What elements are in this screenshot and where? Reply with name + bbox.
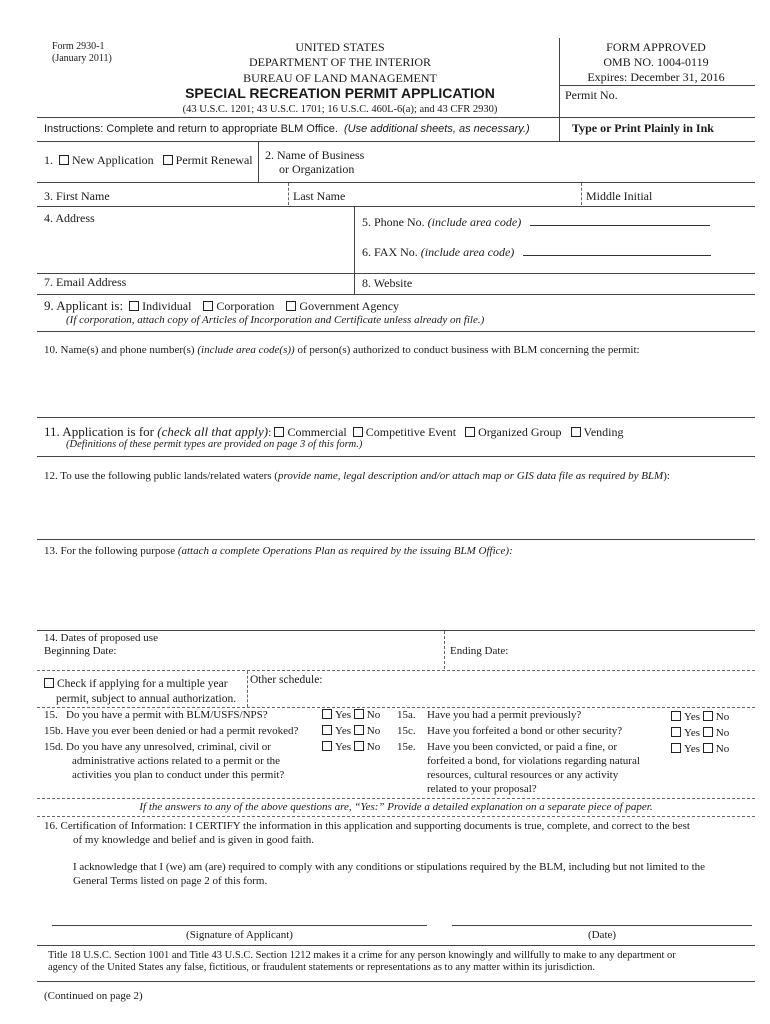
corporation-checkbox[interactable] — [203, 301, 213, 311]
q15d-number: 15d. — [44, 741, 64, 753]
q15b-yes-checkbox[interactable] — [322, 725, 332, 735]
dates-label: 14. Dates of proposed use — [44, 632, 158, 644]
q15-yes-no — [322, 709, 380, 721]
yes-label: Yes — [335, 709, 352, 721]
q15d-label-3: activities you plan to conduct under this permit? — [72, 769, 285, 781]
form-title: SPECIAL RECREATION PERMIT APPLICATION — [185, 85, 495, 101]
q15c-text: Have you forfeited a bond or other security? — [427, 725, 623, 737]
q15d-yes-no — [322, 741, 380, 753]
public-lands-input[interactable] — [44, 486, 752, 536]
government-checkbox[interactable] — [286, 301, 296, 311]
permit-renewal-checkbox[interactable] — [163, 155, 173, 165]
acknowledgement-line-1: I acknowledge that I (we) am (are) required to comply with any conditions or stipulations required by the BLM, including but not limited to the — [73, 861, 706, 873]
q13-label — [44, 545, 513, 557]
q15-text: Do you have a permit with BLM/USFS/NPS? — [66, 709, 268, 721]
yes-label: Yes — [684, 727, 701, 739]
expiration-date: Expires: December 31, 2016 — [587, 70, 725, 84]
q15a-number: 15a. — [397, 709, 416, 721]
q9-note: (If corporation, attach copy of Articles of Incorporation and Certificate unless already on file.) — [66, 314, 485, 326]
rule-below-explain — [37, 816, 755, 817]
permit-no-rule — [559, 85, 755, 86]
rule-below-q3 — [37, 206, 755, 207]
q11-note: (check all that apply) — [157, 424, 269, 439]
permit-renewal-label: Permit Renewal — [175, 153, 253, 167]
purpose-input[interactable] — [44, 562, 752, 626]
no-label: No — [715, 711, 730, 723]
q15-yes-checkbox[interactable] — [322, 709, 332, 719]
q1-q2-divider — [258, 141, 259, 182]
q13-note: (attach a complete Operations Plan as required by the issuing BLM Office): — [177, 545, 513, 557]
q15c-label — [397, 725, 622, 737]
rule-below-q11 — [37, 456, 755, 457]
phone-note: (include area code) — [427, 215, 522, 229]
q10-note: (include area code(s)) — [197, 344, 295, 356]
applicant-type-label: 9. Applicant is: — [44, 298, 124, 313]
fax-label: 6. FAX No. — [362, 245, 421, 259]
q15-no-checkbox[interactable] — [354, 709, 364, 719]
instructions-note: (Use additional sheets, as necessary.) — [344, 123, 530, 135]
date-input[interactable] — [452, 925, 752, 926]
new-application-checkbox[interactable] — [59, 155, 69, 165]
q15e-number: 15e. — [397, 741, 416, 753]
signature-label: (Signature of Applicant) — [186, 929, 293, 941]
address-label: 4. Address — [44, 211, 95, 225]
other-schedule-label: Other schedule: — [250, 674, 323, 686]
fax-input[interactable] — [523, 245, 711, 256]
q15b-text: Have you ever been denied or had a permit revoked? — [66, 725, 299, 737]
q15d-yes-checkbox[interactable] — [322, 741, 332, 751]
certification-line-1: 16. Certification of Information: I CERTIFY the information in this application and supporting documents is true, complete, and correct to the best — [44, 820, 690, 832]
rule-above-q7 — [37, 273, 755, 274]
q10-label — [44, 344, 640, 356]
q3-divider-1 — [288, 183, 289, 205]
first-name-label: 3. First Name — [44, 189, 110, 203]
q15d-text: Do you have any unresolved, criminal, civil or — [66, 741, 271, 753]
acknowledgement-line-2: General Terms listed on page 2 of this form. — [73, 875, 268, 887]
rule-above-explain — [37, 798, 755, 799]
q15e-label-2: forfeited a bond, for violations regarding natural — [427, 755, 640, 767]
rule-below-q13 — [37, 630, 755, 631]
corporation-label: Corporation — [216, 299, 275, 313]
phone-input[interactable] — [530, 215, 710, 226]
q15b-no-checkbox[interactable] — [354, 725, 364, 735]
title18-warning-2: agency of the United States any false, fictitious, or fraudulent statements or representations as to any matter within its jurisdiction. — [48, 962, 596, 973]
no-label: No — [715, 743, 730, 755]
q15b-number: 15b. — [44, 725, 64, 737]
competitive-checkbox[interactable] — [353, 427, 363, 437]
q15-number: 15. — [44, 709, 58, 721]
rule-below-footer — [37, 981, 755, 982]
no-label: No — [366, 709, 381, 721]
yes-label: Yes — [335, 741, 352, 753]
agency-line-1: UNITED STATES — [295, 40, 385, 54]
authorized-persons-input[interactable] — [44, 360, 752, 414]
q1-number: 1. — [44, 153, 53, 167]
multi-year-label: Check if applying for a multiple year — [57, 678, 228, 690]
yes-label: Yes — [335, 725, 352, 737]
q15e-label-3: resources, cultural resources or any activity — [427, 769, 619, 781]
q11-text: 11. Application is for — [44, 424, 158, 439]
dates-divider — [444, 631, 445, 669]
rule-below-q2 — [37, 182, 755, 183]
schedule-divider — [247, 671, 248, 707]
government-label: Government Agency — [299, 299, 400, 313]
rule-below-q8 — [37, 294, 755, 295]
q15a-yes-no — [671, 711, 729, 723]
organized-group-checkbox[interactable] — [465, 427, 475, 437]
q15e-label — [397, 741, 617, 753]
q12-text: 12. To use the following public lands/related waters ( — [44, 470, 278, 482]
no-label: No — [715, 727, 730, 739]
form-number: Form 2930-1 — [52, 41, 105, 52]
continued-note: (Continued on page 2) — [44, 990, 143, 1002]
q15d-no-checkbox[interactable] — [354, 741, 364, 751]
multi-year-row — [44, 678, 228, 690]
instructions — [44, 123, 530, 135]
rule-below-q12 — [37, 539, 755, 540]
q3-divider-2 — [581, 183, 582, 205]
q12-note: provide name, legal description and/or attach map or GIS data file as required by BLM — [277, 470, 664, 482]
q10-text-2: of person(s) authorized to conduct business with BLM concerning the permit: — [294, 344, 640, 356]
q15e-yes-no — [671, 743, 729, 755]
vending-checkbox[interactable] — [571, 427, 581, 437]
q15b-label — [44, 725, 334, 737]
q15e-text: Have you been convicted, or paid a fine, or — [427, 741, 617, 753]
business-name-label-2: or Organization — [279, 162, 355, 176]
q15e-yes-checkbox[interactable] — [671, 743, 681, 753]
q9-row — [44, 298, 399, 314]
q15d-label — [44, 741, 334, 753]
instructions-text: Instructions: Complete and return to appropriate BLM Office. — [44, 123, 338, 135]
vending-label: Vending — [583, 425, 624, 439]
new-application-label: New Application — [72, 153, 154, 167]
q11-row — [44, 424, 624, 440]
q15a-text: Have you had a permit previously? — [427, 709, 582, 721]
q12-close: ): — [663, 470, 670, 482]
rule-above-footer — [37, 945, 755, 946]
agency-line-3: BUREAU OF LAND MANAGEMENT — [243, 71, 437, 85]
rule-top-instructions — [37, 117, 755, 118]
commercial-checkbox[interactable] — [274, 427, 284, 437]
no-label: No — [366, 741, 381, 753]
rule-below-q10 — [37, 417, 755, 418]
explanation-note: If the answers to any of the above questions are, “Yes:” Provide a detailed explanation on a separate piece of paper. — [139, 801, 653, 813]
q15a-label — [397, 709, 581, 721]
type-print-note: Type or Print Plainly in Ink — [572, 121, 714, 135]
phone-label: 5. Phone No. — [362, 215, 428, 229]
last-name-label: Last Name — [293, 189, 346, 203]
q10-text: 10. Name(s) and phone number(s) — [44, 344, 198, 356]
ending-date-label: Ending Date: — [450, 645, 509, 657]
certification-line-2: of my knowledge and belief and is given in good faith. — [73, 834, 315, 846]
yes-label: Yes — [684, 743, 701, 755]
authority-citation: (43 U.S.C. 1201; 43 U.S.C. 1701; 16 U.S.C. 460L-6(a); and 43 CFR 2930) — [182, 104, 498, 115]
omb-number: OMB NO. 1004-0119 — [603, 55, 709, 69]
form-approved: FORM APPROVED — [606, 40, 706, 54]
phone-row — [362, 215, 710, 230]
q1-row — [44, 153, 253, 168]
organized-group-label: Organized Group — [478, 425, 562, 439]
yes-label: Yes — [684, 711, 701, 723]
multi-year-label-2: permit, subject to annual authorization. — [56, 693, 237, 705]
individual-checkbox[interactable] — [129, 301, 139, 311]
title18-warning-1: Title 18 U.S.C. Section 1001 and Title 43 U.S.C. Section 1212 makes it a crime for any person knowingly and willfully to make to any department or — [48, 950, 676, 961]
business-name-label-1: 2. Name of Business — [265, 148, 365, 162]
q12-label — [44, 470, 670, 482]
address-divider — [354, 206, 355, 294]
rule-below-q9 — [37, 331, 755, 332]
q15a-yes-checkbox[interactable] — [671, 711, 681, 721]
competitive-label: Competitive Event — [365, 425, 457, 439]
rule-below-dates — [37, 670, 755, 671]
q15c-yes-checkbox[interactable] — [671, 727, 681, 737]
q13-text: 13. For the following purpose — [44, 545, 178, 557]
commercial-label: Commercial — [287, 425, 347, 439]
website-label: 8. Website — [362, 276, 413, 290]
date-label: (Date) — [587, 929, 617, 941]
middle-initial-label: Middle Initial — [586, 189, 653, 203]
form-date: (January 2011) — [52, 53, 112, 64]
individual-label: Individual — [142, 299, 192, 313]
signature-input[interactable] — [52, 925, 427, 926]
rule-above-q15 — [37, 707, 755, 708]
email-label: 7. Email Address — [44, 275, 127, 289]
q15e-label-4: related to your proposal? — [427, 783, 537, 795]
fax-row — [362, 245, 711, 260]
q15a-no-checkbox[interactable] — [703, 711, 713, 721]
agency-line-2: DEPARTMENT OF THE INTERIOR — [248, 55, 432, 69]
q15c-no-checkbox[interactable] — [703, 727, 713, 737]
beginning-date-label: Beginning Date: — [44, 645, 117, 657]
q15c-number: 15c. — [397, 725, 416, 737]
q11-colon: : — [268, 425, 272, 439]
business-name-input[interactable] — [380, 146, 752, 178]
q15e-no-checkbox[interactable] — [703, 743, 713, 753]
q11-definitions-note: (Definitions of these permit types are provided on page 3 of this form.) — [66, 439, 363, 450]
multi-year-checkbox[interactable] — [44, 678, 54, 688]
q15b-yes-no — [322, 725, 380, 737]
q15-label — [44, 709, 334, 721]
rule-below-instructions — [37, 141, 755, 142]
no-label: No — [366, 725, 381, 737]
q15c-yes-no — [671, 727, 729, 739]
q15d-label-2: administrative actions related to a permit or the — [72, 755, 281, 767]
permit-no-label: Permit No. — [565, 88, 618, 102]
fax-note: (include area code) — [420, 245, 515, 259]
